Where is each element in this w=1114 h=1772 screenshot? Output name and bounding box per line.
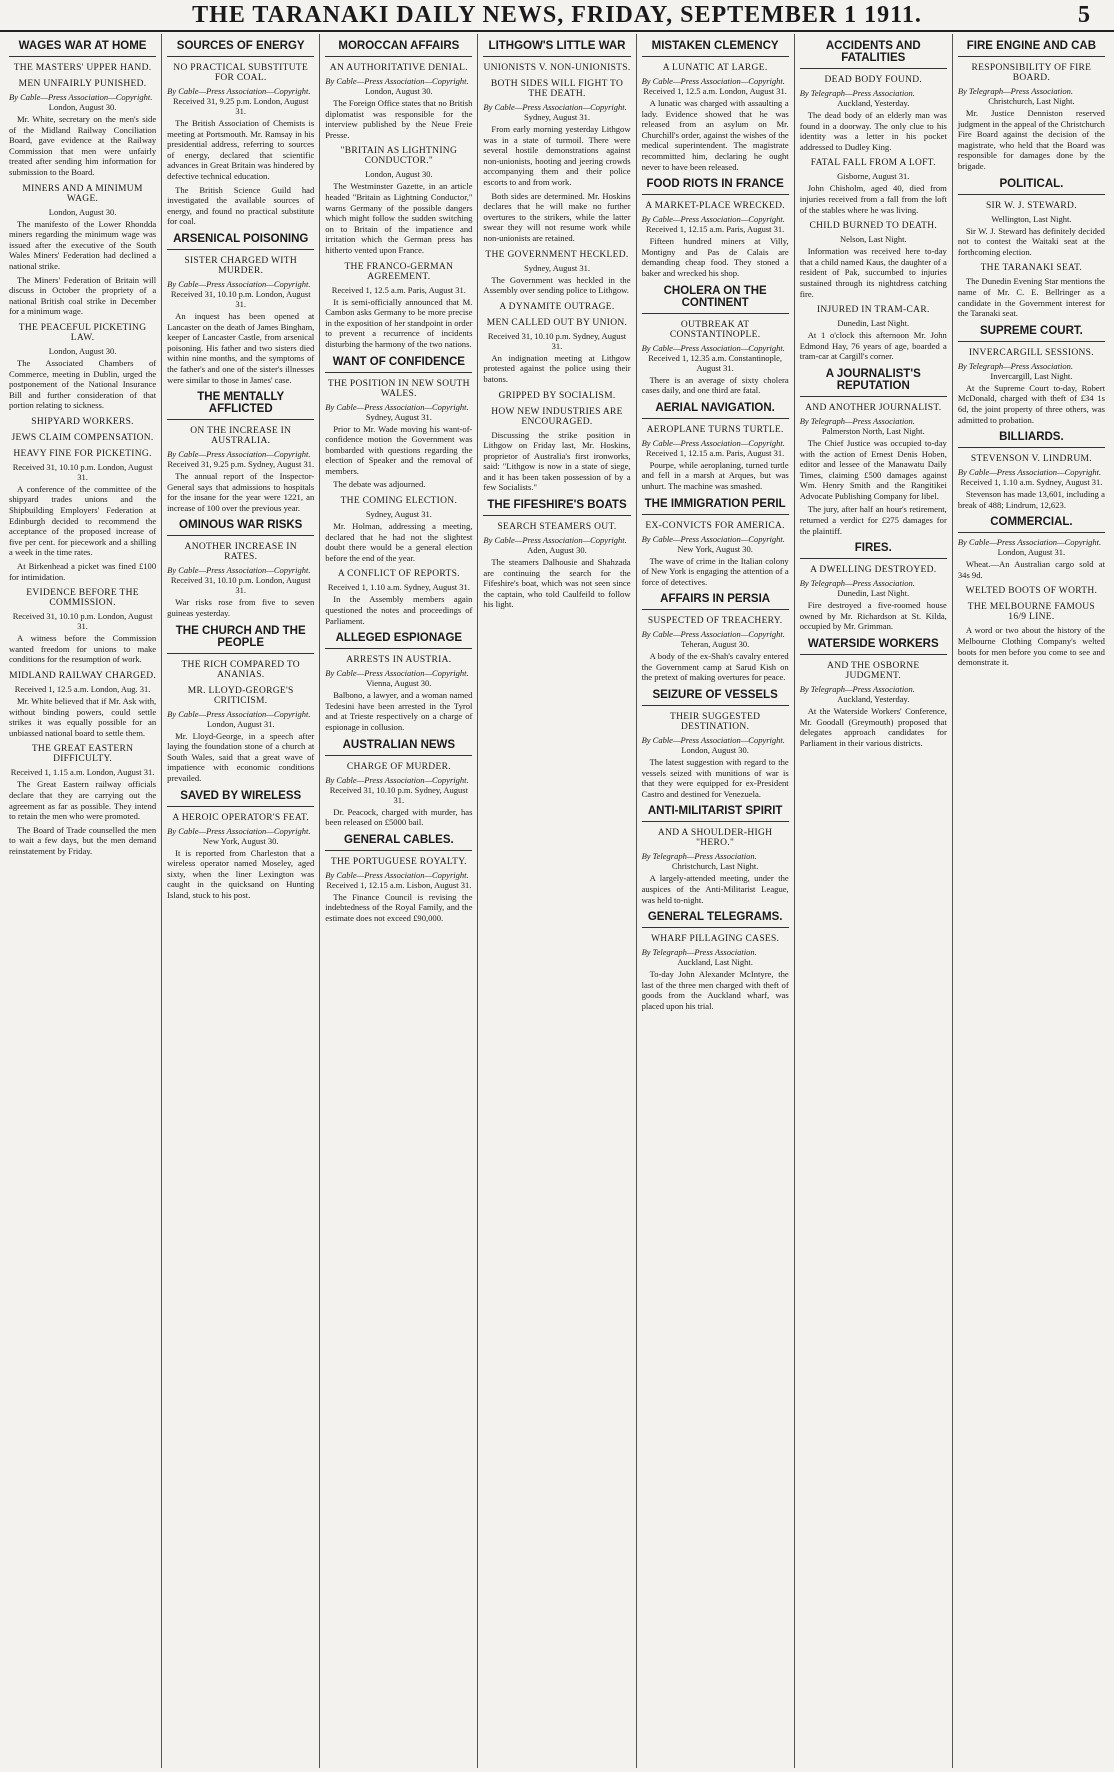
article-subheading: "BRITAIN AS LIGHTNING CONDUCTOR.": [340, 146, 458, 167]
article-dateline: Received 1, 12.15 a.m. Paris, August 31.: [645, 447, 785, 458]
article-paragraph: An indignation meeting at Lithgow protested against the police using their batons.: [483, 352, 631, 384]
article-subheading: A LUNATIC AT LARGE.: [662, 63, 768, 73]
article: [642, 593, 789, 683]
article-headline: GENERAL CABLES.: [325, 834, 472, 851]
article-dateline: Palmerston North, Last Night.: [821, 425, 925, 436]
article-paragraph: The Westminster Gazette, in an article headed "Britain as Lightning Conductor," warns Germany of the possible dangers which might follow the sudden switching on to Britain of the impatience and irritation which the German press has hitherto vented upon France.: [325, 181, 473, 255]
article-byline: By Cable—Press Association—Copyright.: [641, 735, 785, 746]
newspaper-title: THE TARANAKI DAILY NEWS, FRIDAY, SEPTEMBER 1 1911.: [192, 1, 922, 28]
article-paragraph: Information was received here to-day that a child named Kaus, the daughter of a resident of Pak, succumbed to injuries sustained through its nightdress catching fire.: [799, 246, 947, 299]
article-headline: WANT OF CONFIDENCE: [325, 356, 472, 373]
column-1: [4, 34, 161, 1768]
article-headline: ALLEGED ESPIONAGE: [325, 632, 472, 649]
article-subheading: AND THE OSBORNE JUDGMENT.: [827, 661, 920, 682]
article-byline: By Cable—Press Association—Copyright.: [167, 825, 311, 836]
article: [325, 834, 472, 924]
article-byline: By Cable—Press Association—Copyright.: [167, 565, 311, 576]
article-byline: By Cable—Press Association—Copyright.: [483, 102, 627, 112]
article-paragraph: Mr. Lloyd-George, in a speech after laying the foundation stone of a church at South Wales, said that a great wave of impatience with economic conditions prevailed.: [167, 730, 315, 784]
article-headline: GENERAL TELEGRAMS.: [642, 911, 789, 928]
article-headline: OMINOUS WAR RISKS: [167, 519, 314, 536]
masthead: [0, 0, 1114, 32]
article-headline: WATERSIDE WORKERS: [800, 638, 947, 655]
article: [800, 158, 947, 215]
article-byline: By Cable—Press Association—Copyright.: [641, 533, 785, 544]
article-subheading: SHIPYARD WORKERS.: [31, 416, 134, 427]
article-headline: SAVED BY WIRELESS: [167, 790, 314, 807]
article-dateline: London, August 30.: [48, 206, 117, 217]
article-dateline: Auckland, Yesterday.: [837, 694, 910, 705]
article-headline: ARSENICAL POISONING: [167, 233, 314, 250]
article-byline: By Cable—Press Association—Copyright.: [641, 437, 785, 448]
article-subheading: THE POSITION IN NEW SOUTH WALES.: [327, 378, 470, 399]
article-paragraph: John Chisholm, aged 40, died from injuries received from a fall from the loft of the stables where he was living.: [799, 183, 947, 215]
article: [167, 519, 314, 618]
article-headline: A JOURNALIST'S REPUTATION: [800, 368, 947, 397]
article-dateline: Sydney, August 31.: [523, 112, 591, 122]
article-dateline: Dunedin, Last Night.: [837, 318, 910, 329]
article: [9, 744, 156, 856]
article: [483, 499, 630, 610]
article-byline: By Cable—Press Association—Copyright.: [641, 629, 785, 640]
article: [325, 146, 472, 255]
article-byline: By Cable—Press Association—Copyright.: [325, 401, 469, 412]
article-subheading: INJURED IN TRAM-CAR.: [816, 305, 930, 316]
article: [325, 739, 472, 828]
article-paragraph: The Great Eastern railway officials declare that they are carrying out the agreement as far as possible. They intend to retain the men who were promoted.: [9, 779, 157, 822]
article-subheading: A DWELLING DESTROYED.: [810, 565, 937, 576]
article-subheading: RESPONSIBILITY OF FIRE BOARD.: [971, 63, 1092, 83]
article-dateline: Received 31, 9.25 p.m. Sydney, August 31.: [167, 459, 315, 470]
article: [167, 233, 314, 385]
article-dateline: London, August 30.: [48, 345, 117, 356]
article-byline: By Telegraph—Press Association.: [799, 684, 915, 695]
article-paragraph: From early morning yesterday Lithgow was in a state of turmoil. There were several hostile demonstrations against non-unionists, hooting and jeering crowds accompanying them and their police escorts to and from work.: [483, 124, 631, 187]
article: [642, 911, 789, 1011]
article-paragraph: Sir W. J. Steward has definitely decided not to contest the Waitaki seat at the forthcoming election.: [957, 225, 1105, 257]
article-subheading: INVERCARGILL SESSIONS.: [968, 347, 1094, 358]
article-subheading: UNIONISTS V. NON-UNIONISTS.: [483, 63, 631, 73]
article: [958, 586, 1105, 667]
article-headline: AERIAL NAVIGATION.: [642, 402, 789, 419]
article-dateline: Received 1, 12.15 a.m. Lisbon, August 31.: [326, 879, 472, 890]
article-paragraph: To-day John Alexander McIntyre, the last of the three men charged with theft of goods from the Auckland wharf, was placed upon his trial.: [641, 969, 789, 1011]
article-paragraph: Wheat.—An Australian cargo sold at 34s 9d.: [957, 559, 1105, 580]
article-paragraph: It is semi-officially announced that M. Cambon asks Germany to be more precise in the exposition of her standpoint in order to prevent a recurrence of incidents disturbing the harmony of the two nations.: [325, 296, 473, 349]
article-subheading: STEVENSON V. LINDRUM.: [970, 454, 1092, 465]
article-subheading: A HEROIC OPERATOR'S FEAT.: [172, 812, 310, 823]
article-paragraph: The wave of crime in the Italian colony of New York is engaging the attention of a force of detectives.: [641, 555, 789, 587]
article-paragraph: The latest suggestion with regard to the vessels seized with munitions of war is that they were equipped for ex-President Castro and destined for Venezuela.: [641, 757, 789, 799]
article-paragraph: Stevenson has made 13,601, including a break of 488; Lindrum, 12,623.: [957, 489, 1105, 510]
article-byline: By Cable—Press Association—Copyright.: [641, 342, 785, 353]
article-dateline: Teheran, August 30.: [680, 639, 750, 650]
article-paragraph: The jury, after half an hour's retirement, returned a verdict for £275 damages for the plaintiff.: [799, 504, 947, 536]
article-paragraph: A word or two about the history of the Melbourne Clothing Company's welted boots for men before you come to see and demonstrate it.: [957, 625, 1105, 668]
article-paragraph: Mr. Justice Denniston reserved judgment in the appeal of the Christchurch Fire Board against the decision of the magistrate, who held that the Board was responsible for damages done by the brigade.: [957, 108, 1105, 171]
article: [642, 178, 789, 278]
article-subheading: ANOTHER INCREASE IN RATES.: [184, 542, 297, 563]
article-subheading: AND ANOTHER JOURNALIST.: [805, 402, 942, 413]
article-paragraph: Discussing the strike position in Lithgow on Friday last, Mr. Hoskins, proprietor of Australia's first ironworks, said: "Lithgow is now in a state of siege, and it has been taken possession of by a few Socialists.": [483, 429, 631, 493]
article-byline: By Telegraph—Press Association.: [957, 360, 1073, 371]
article-subheading: THE TARANAKI SEAT.: [980, 263, 1083, 274]
article-paragraph: The Miners' Federation of Britain will discuss in October the propriety of a national British coal strike in December for a minimum wage.: [9, 274, 157, 317]
article-headline: THE FIFESHIRE'S BOATS: [483, 499, 630, 516]
article-headline: LITHGOW'S LITTLE WAR: [483, 40, 630, 57]
article-paragraph: In the Assembly members again questioned the notes and proceedings of Parliament.: [325, 594, 473, 626]
article-byline: By Telegraph—Press Association.: [641, 947, 757, 958]
column-3: [319, 34, 477, 1768]
article-subheading: THE RICH COMPARED TO ANANIAS.: [181, 659, 300, 680]
article: [325, 496, 472, 563]
article: [958, 263, 1105, 318]
article-paragraph: Fire destroyed a five-roomed house owned by Mr. Richardson at St. Kilda, occupied by Mr. Grimman.: [799, 600, 947, 632]
article-byline: By Cable—Press Association—Copyright.: [167, 278, 311, 289]
article-paragraph: An inquest has been opened at Lancaster on the death of James Bingham, keeper of Lancaster Castle, from arsenical poisoning. His father and two sisters died within nine months, and the symptoms of the father's and one of the sister's illnesses were similar to those in James' case.: [167, 310, 315, 385]
article-dateline: London, August 30.: [48, 102, 117, 112]
article: [325, 569, 472, 626]
article: [800, 542, 947, 632]
article-dateline: London, August 31.: [206, 718, 275, 729]
article: [483, 250, 630, 296]
article-subheading: EVIDENCE BEFORE THE COMMISSION.: [26, 588, 139, 609]
article-subheading: THEIR SUGGESTED DESTINATION.: [670, 712, 761, 733]
article-paragraph: A largely-attended meeting, under the auspices of the Anti-Militarist League, was held to-night.: [641, 873, 789, 905]
article-paragraph: The manifesto of the Lower Rhondda miners regarding the minimum wage was issued after the executive of the South Wales Miners' Federation had declined a national strike.: [9, 218, 157, 271]
article-subheading: MIDLAND RAILWAY CHARGED.: [9, 671, 157, 681]
article-dateline: Christchurch, Last Night.: [988, 96, 1075, 106]
article-subheading: THE FRANCO-GERMAN AGREEMENT.: [344, 261, 454, 282]
article-dateline: Auckland, Last Night.: [677, 957, 753, 968]
article-byline: By Cable—Press Association—Copyright.: [641, 76, 785, 86]
article: [958, 516, 1105, 580]
article-dateline: Dunedin, Last Night.: [837, 588, 910, 599]
article: [483, 40, 630, 244]
article: [958, 178, 1105, 258]
article: [642, 498, 789, 588]
article-subheading: WELTED BOOTS OF WORTH.: [965, 586, 1098, 597]
article-byline: By Cable—Press Association—Copyright.: [641, 214, 785, 225]
article-paragraph: Dr. Peacock, charged with murder, has been released on £5000 bail.: [325, 806, 473, 828]
article-paragraph: Both sides are determined. Mr. Hoskins declares that he will make no further overtures to the strikers, while the latter swear they will not resume work while non-unionists are retained.: [483, 190, 631, 243]
article-byline: By Cable—Press Association—Copyright.: [325, 774, 469, 785]
article-paragraph: A body of the ex-Shah's cavalry entered the Government camp at Sarud Kish on the pretext of making overtures for peace.: [641, 651, 789, 683]
article: [325, 632, 472, 732]
article-paragraph: A witness before the Commission wanted freedom for unions to make conditions for the resumption of work.: [9, 633, 157, 665]
article-dateline: Aden, August 30.: [527, 545, 587, 556]
article-headline: CHOLERA ON THE CONTINENT: [642, 285, 789, 314]
article-subheading: CHARGE OF MURDER.: [346, 761, 451, 772]
article-headline: THE CHURCH AND THE PEOPLE: [167, 625, 314, 654]
article-dateline: Wellington, Last Night.: [991, 213, 1072, 224]
article-subheading: MEN UNFAIRLY PUNISHED.: [18, 79, 147, 89]
article: [167, 40, 314, 227]
article-paragraph: There is an average of sixty cholera cases daily, and one third are fatal.: [641, 374, 789, 396]
article: [800, 40, 947, 152]
article-dateline: Invercargill, Last Night.: [990, 370, 1073, 381]
article-headline: SOURCES OF ENERGY: [167, 40, 314, 57]
article-dateline: Auckland, Yesterday.: [837, 98, 910, 108]
article-byline: By Cable—Press Association—Copyright.: [325, 869, 469, 880]
article-subheading: ARRESTS IN AUSTRIA.: [346, 655, 452, 666]
article-headline: ANTI-MILITARIST SPIRIT: [642, 805, 789, 822]
article-byline: By Telegraph—Press Association.: [957, 86, 1073, 96]
article-dateline: London, August 30.: [365, 169, 433, 180]
article-dateline: Christchurch, Last Night.: [671, 861, 759, 872]
article-subheading: THE MASTERS' UPPER HAND.: [13, 63, 152, 73]
article-paragraph: The steamers Dalhousie and Shahzada are continuing the search for the Fifeshire's boat, which was not seen since the captain, who told Caulfeild to follow his light.: [483, 557, 631, 610]
article-dateline: Received 31, 10.10 p.m. London, August 31.: [170, 575, 311, 596]
article-paragraph: The British Science Guild had investigated the available sources of energy, and found no practical substitute for coal.: [167, 184, 315, 227]
column-2: [161, 34, 319, 1768]
article-dateline: Received 1, 12.5 a.m. Paris, August 31.: [331, 284, 466, 295]
article-paragraph: Balbono, a lawyer, and a woman named Tedesini have been arrested in the Tyrol and at Trieste respectively on a charge of espionage in collusion.: [325, 690, 473, 732]
article: [325, 356, 472, 491]
article: [167, 625, 314, 784]
article-byline: By Telegraph—Press Association.: [799, 88, 915, 98]
article-subheading: OUTBREAK AT CONSTANTINOPLE.: [669, 319, 761, 340]
article-paragraph: Pourpe, while aeroplaning, turned turtle and fell in a marsh at Arques, but was unhurt. The machine was smashed.: [641, 459, 789, 491]
article-dateline: London, August 30.: [681, 745, 749, 756]
article-dateline: Received 1, 12.5 a.m. London, Aug. 31.: [14, 684, 151, 694]
article-dateline: Received 1, 12.35 a.m. Constantinople, August 31.: [648, 352, 783, 373]
article-byline: By Telegraph—Press Association.: [799, 415, 915, 426]
article-dateline: Nelson, Last Night.: [839, 234, 907, 245]
article-subheading: SIR W. J. STEWARD.: [985, 200, 1077, 211]
article-subheading: GRIPPED BY SOCIALISM.: [498, 390, 616, 401]
article-subheading: JEWS CLAIM COMPENSATION.: [11, 432, 154, 443]
article-subheading: AN AUTHORITATIVE DENIAL.: [329, 63, 468, 73]
article-dateline: Received 31, 10.10 p.m. London, August 31.: [12, 611, 153, 632]
article-headline: WAGES WAR AT HOME: [9, 40, 156, 57]
article: [325, 40, 472, 140]
article-headline: AFFAIRS IN PERSIA: [642, 593, 789, 610]
article: [167, 790, 314, 901]
article-byline: By Cable—Press Association—Copyright.: [167, 449, 311, 460]
article-subheading: THE PEACEFUL PICKETING LAW.: [18, 322, 147, 343]
article-subheading: HOW NEW INDUSTRIES ARE ENCOURAGED.: [491, 406, 623, 427]
article-paragraph: War risks rose from five to seven guineas yesterday.: [167, 597, 315, 619]
article-subheading: BOTH SIDES WILL FIGHT TO THE DEATH.: [490, 79, 624, 99]
article-paragraph: The dead body of an elderly man was found in a doorway. The only clue to his identity was a letter in his pocket addressed to Dudley King.: [799, 110, 947, 152]
article: [800, 368, 947, 536]
article-dateline: New York, August 30.: [202, 835, 279, 846]
article-subheading: DEAD BODY FOUND.: [824, 75, 923, 85]
article-headline: BILLIARDS.: [958, 431, 1105, 448]
article-paragraph: The annual report of the Inspector-General says that admissions to hospitals for the insane for the year were 1221, an increase of 100 over the previous year.: [167, 471, 315, 513]
article: [642, 689, 789, 799]
article-paragraph: The Chief Justice was occupied to-day with the action of Ernest Denis Hoben, editor and lessee of the Manawatu Daily Times, claiming £500 damages against Wm. Henry Smith and the Rangitikei Advocate Publishing Company for libel.: [799, 437, 947, 501]
article-paragraph: The British Association of Chemists is meeting at Portsmouth. Mr. Ramsay in his presidential address, referring to sources of energy, declared that scientific advances in Great Britain was hindered by defective technical education.: [167, 118, 315, 181]
article-dateline: Gisborne, August 31.: [837, 171, 910, 182]
article-dateline: Sydney, August 31.: [365, 509, 432, 520]
article-subheading: NO PRACTICAL SUBSTITUTE FOR COAL.: [173, 63, 309, 83]
article-headline: MOROCCAN AFFAIRS: [325, 40, 472, 57]
article-headline: SEIZURE OF VESSELS: [642, 689, 789, 706]
article-paragraph: Mr. White believed that if Mr. Ask with, without binding powers, could settle strikes it was equally possible for an unbiassed national board to settle them.: [9, 696, 157, 738]
article-subheading: HEAVY FINE FOR PICKETING.: [13, 448, 152, 459]
article-headline: FOOD RIOTS IN FRANCE: [642, 178, 789, 195]
article-byline: By Telegraph—Press Association.: [799, 578, 915, 589]
article-paragraph: Fifteen hundred miners at Villy, Montigny and Pas de Calais are demanding cheap food. They stoned a baker and wrecked his shop.: [641, 236, 789, 278]
article-subheading: FATAL FALL FROM A LOFT.: [810, 158, 936, 169]
newspaper-columns: [4, 34, 1110, 1768]
article-paragraph: Mr. Holman, addressing a meeting, declared that he had not the slightest doubt there would be a general election before the end of the year.: [325, 521, 473, 563]
article-paragraph: The Finance Council is revising the indebtedness of the Royal Family, and the estimate does not exceed £90,000.: [325, 891, 473, 923]
article-paragraph: At 1 o'clock this afternoon Mr. John Edmond Hay, 76 years of age, boarded a tram-car at Cargill's corner.: [799, 330, 947, 362]
article-subheading: CHILD BURNED TO DEATH.: [809, 221, 938, 232]
article-dateline: Received 31, 10.10 p.m. Sydney, August 31.: [487, 330, 627, 351]
article-dateline: Received 1, 12.15 a.m. Paris, August 31.: [645, 224, 785, 235]
article-byline: By Cable—Press Association—Copyright.: [957, 467, 1102, 478]
article-byline: By Cable—Press Association—Copyright.: [325, 76, 469, 86]
page-number: 5: [1078, 2, 1090, 28]
article: [958, 40, 1105, 172]
article-headline: COMMERCIAL.: [958, 516, 1105, 533]
article: [9, 323, 156, 411]
article: [642, 285, 789, 396]
article-subheading: THE GOVERNMENT HECKLED.: [485, 249, 629, 260]
article-paragraph: The Dunedin Evening Star mentions the name of Mr. C. E. Bellringer as a candidate in the Government interest for the Taranaki seat.: [957, 276, 1105, 319]
article-paragraph: It is reported from Charleston that a wireless operator named Moseley, aged sixty, when the liner Lexington was caught in the quicksand on Hunting Island, stuck to his post.: [167, 847, 315, 900]
article-paragraph: At the Waterside Workers' Conference, Mr. Goodall (Greymouth) proposed that delegates approach candidates for Parliament in their various districts.: [799, 706, 947, 748]
article-paragraph: A conference of the committee of the shipyard trades unions and the Shipbuilding Employers' Federation at Edinburgh decided to recommend the acceptance of the proposed increase of five per cent. for piecework and a shilling a week in the time rates.: [9, 483, 157, 558]
article-headline: POLITICAL.: [958, 178, 1105, 195]
article-subheading: THE COMING ELECTION.: [340, 496, 458, 507]
article-subheading: SEARCH STEAMERS OUT.: [497, 522, 617, 533]
article-dateline: Received 1, 12.5 a.m. London, August 31.: [643, 86, 787, 96]
article-headline: THE MENTALLY AFFLICTED: [167, 391, 314, 420]
article-subheading: ON THE INCREASE IN AUSTRALIA.: [190, 426, 292, 447]
column-4: [477, 34, 635, 1768]
article: [958, 431, 1105, 510]
article-byline: By Cable—Press Association—Copyright.: [957, 537, 1102, 548]
article-byline: By Telegraph—Press Association.: [641, 851, 757, 862]
article: [642, 40, 789, 172]
article-headline: AUSTRALIAN NEWS: [325, 739, 472, 756]
article-paragraph: At Birkenhead a picket was fined £100 for intimidation.: [9, 561, 157, 582]
article-paragraph: A lunatic was charged with assaulting a lady. Evidence showed that he was released from an asylum on Mr. Churchill's order, against the wishes of the medical superintendent. The magistrate recommitted him, declaring he ought never to have been released.: [641, 98, 789, 172]
article-dateline: Sydney, August 31.: [365, 411, 432, 422]
article: [958, 325, 1105, 425]
article-paragraph: Prior to Mr. Wade moving his want-of-confidence motion the Government was bombarded with questions regarding the election of Speaker and the removal of members.: [325, 423, 473, 476]
article-paragraph: Mr. White, secretary on the men's side of the Midland Railway Conciliation Board, gave evidence at the Railway Commission that men were unfairly treated after sending him information for submission to the Board.: [9, 114, 157, 177]
article-subheading: WHARF PILLAGING CASES.: [651, 934, 780, 945]
article-subheading: AND A SHOULDER-HIGH "HERO.": [657, 828, 773, 849]
article-subheading: A MARKET-PLACE WRECKED.: [645, 201, 785, 212]
article-paragraph: The debate was adjourned.: [333, 479, 426, 490]
article-subheading: MR. LLOYD-GEORGE'S CRITICISM.: [187, 685, 294, 706]
article-paragraph: The Foreign Office states that no British diplomatist was responsible for the interview published by the Neue Freie Presse.: [325, 98, 473, 140]
article-subheading: A DYNAMITE OUTRAGE.: [499, 301, 615, 312]
article-subheading: SISTER CHARGED WITH MURDER.: [184, 255, 298, 276]
article: [9, 184, 156, 317]
article-headline: FIRES.: [800, 542, 947, 559]
article: [800, 221, 947, 299]
article-dateline: Received 1, 1.10 a.m. Sydney, August 31.: [327, 582, 470, 593]
article: [9, 417, 156, 582]
article: [483, 391, 630, 494]
article-dateline: Received 31, 10.10 p.m. London, August 31.: [170, 288, 311, 309]
article-headline: FIRE ENGINE AND CAB: [958, 40, 1105, 57]
article: [9, 588, 156, 665]
article-dateline: Sydney, August 31.: [523, 262, 591, 273]
article-paragraph: The Board of Trade counselled the men to wait a few days, but the men demand reinstatement by Friday.: [9, 824, 157, 856]
article: [9, 40, 156, 178]
article: [800, 305, 947, 362]
article-paragraph: The Government was heckled in the Assembly over sending police to Lithgow.: [483, 274, 631, 296]
article-subheading: EX-CONVICTS FOR AMERICA.: [645, 520, 785, 531]
article-headline: SUPREME COURT.: [958, 325, 1105, 342]
article-subheading: A CONFLICT OF REPORTS.: [337, 569, 460, 580]
article-dateline: Received 31, 9.25 p.m. London, August 31.: [172, 96, 309, 116]
article-dateline: Vienna, August 30.: [366, 678, 432, 689]
article-subheading: SUSPECTED OF TREACHERY.: [647, 616, 783, 627]
column-6: [794, 34, 952, 1768]
article-dateline: London, August 30.: [365, 86, 433, 96]
article: [483, 302, 630, 385]
article-subheading: THE PORTUGUESE ROYALTY.: [330, 856, 467, 867]
article-subheading: MINERS AND A MINIMUM WAGE.: [22, 183, 143, 204]
column-5: [636, 34, 794, 1768]
article: [9, 671, 156, 738]
article: [325, 262, 472, 350]
article: [167, 391, 314, 513]
article-byline: By Cable—Press Association—Copyright.: [9, 92, 153, 102]
article-headline: THE IMMIGRATION PERIL: [642, 498, 789, 515]
article: [642, 402, 789, 492]
article: [642, 805, 789, 905]
article-subheading: THE GREAT EASTERN DIFFICULTY.: [31, 744, 134, 765]
article-headline: ACCIDENTS AND FATALITIES: [800, 40, 947, 69]
article-dateline: London, August 31.: [997, 547, 1066, 558]
article-dateline: Received 31, 10.10 p.m. Sydney, August 31.: [329, 784, 468, 805]
article-dateline: Received 1, 1.10 a.m. Sydney, August 31.: [960, 477, 1103, 488]
article-byline: By Cable—Press Association—Copyright.: [167, 86, 311, 96]
article-subheading: MEN CALLED OUT BY UNION.: [486, 317, 628, 328]
column-7: [952, 34, 1110, 1768]
article-headline: MISTAKEN CLEMENCY: [642, 40, 789, 57]
article-byline: By Cable—Press Association—Copyright.: [483, 535, 627, 546]
article-dateline: Received 31, 10.10 p.m. London, August 31.: [12, 461, 153, 482]
article: [800, 638, 947, 748]
article-paragraph: The Associated Chambers of Commerce, meeting in Dublin, urged the postponement of the National Insurance Bill and further consideration of that portion relating to sickness.: [9, 357, 157, 411]
article-dateline: New York, August 30.: [677, 543, 753, 554]
article-subheading: THE MELBOURNE FAMOUS 16/9 LINE.: [967, 602, 1096, 623]
article-subheading: AEROPLANE TURNS TURTLE.: [646, 424, 784, 435]
article-byline: By Cable—Press Association—Copyright.: [167, 708, 311, 719]
article-byline: By Cable—Press Association—Copyright.: [325, 668, 469, 679]
article-paragraph: At the Supreme Court to-day, Robert McDonald, charged with theft of £34 1s 6d, the joint property of three others, was admitted to probation.: [957, 382, 1105, 425]
article-dateline: Received 1, 1.15 a.m. London, August 31.: [10, 767, 155, 778]
